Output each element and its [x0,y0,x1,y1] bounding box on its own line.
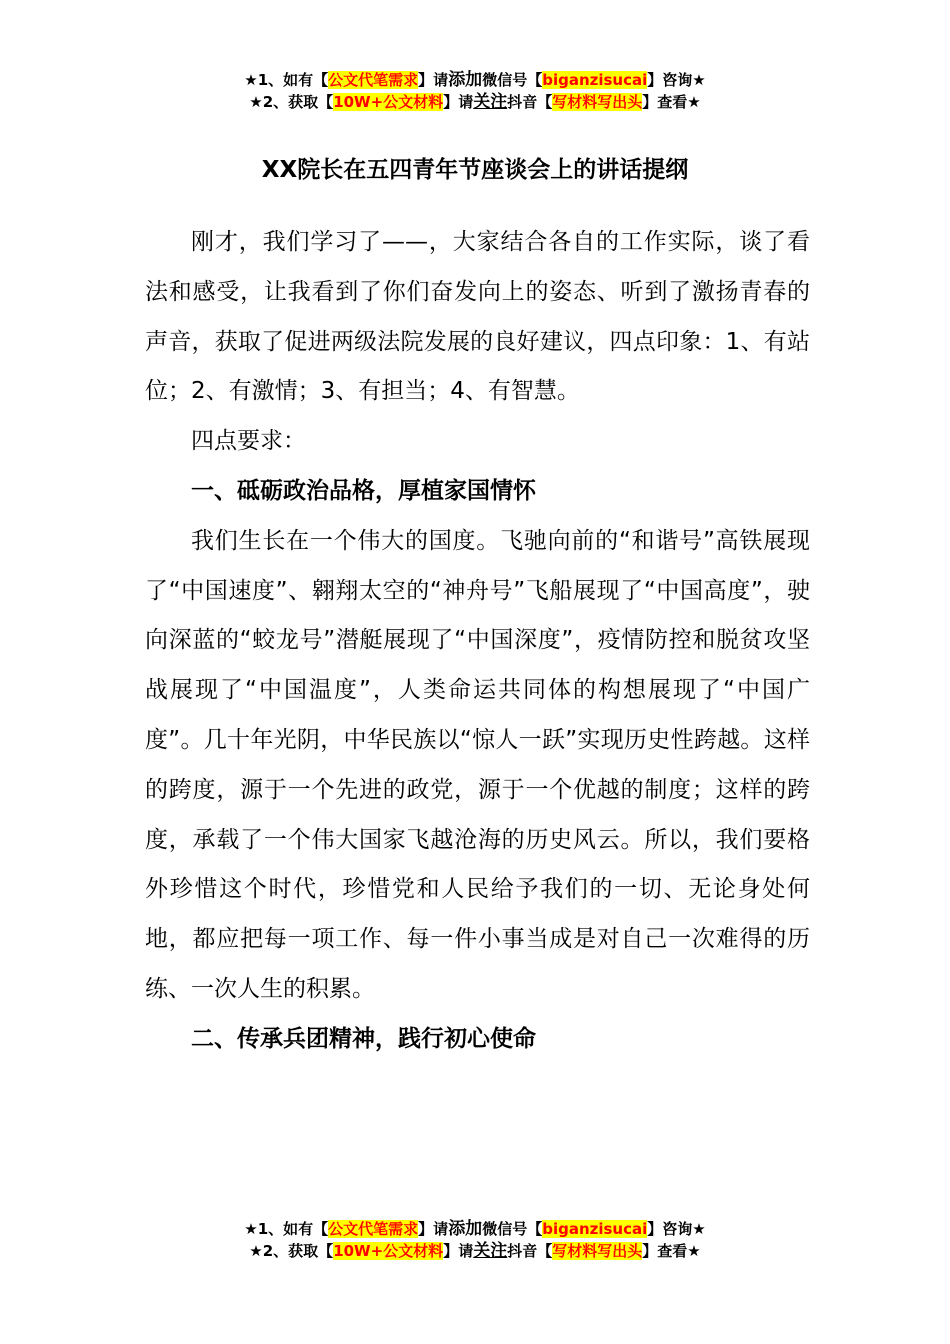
highlight-douyin-account: 写材料写出头 [552,1242,643,1260]
highlight-wechat-id: biganzisucai [542,1220,648,1238]
highlight-writing-service: 公文代笔需求 [328,1220,419,1238]
highlight-writing-service: 公文代笔需求 [328,71,419,89]
section-heading-2: 二、传承兵团精神，践行初心使命 [191,1025,536,1052]
promo-line-1: ★1、如有【公文代笔需求】请添加微信号【biganzisucai】咨询★ [244,1219,706,1239]
promo-banner-top [0,69,950,113]
document-title: XX院长在五四青年节座谈会上的讲话提纲 [261,157,689,183]
section-heading-1: 一、砥砺政治品格，厚植家国情怀 [191,477,536,504]
highlight-materials: 10W+公文材料 [333,1242,444,1260]
paragraph-section-1: 我们生长在一个伟大的国度。飞驰向前的“和谐号”高铁展现了“中国速度”、翱翔太空的“神舟号”飞船展现了“中国高度”，驶向深蓝的“蛟龙号”潜艇展现了“中国深度”，疫情防控和脱贫攻坚战展现了“中国温度”，人类命运共同体的构想展现了“中国广度”。几十年光阴，中华民族以“惊人一跃”实现历史性跨越。这样的跨度，源于一个先进的政党，源于一个优越的制度；这样的跨度，承载了一个伟大国家飞越沧海的历史风云。所以，我们要格外珍惜这个时代，珍惜党和人民给予我们的一切、无论身处何地，都应把每一项工作、每一件小事当成是对自己一次难得的历练、一次人生的积累。 [145,527,810,1002]
promo-line-2: ★2、获取【10W+公文材料】请关注抖音【写材料写出头】查看★ [249,1241,701,1261]
promo-line-1: ★1、如有【公文代笔需求】请添加微信号【biganzisucai】咨询★ [244,70,706,90]
highlight-materials: 10W+公文材料 [333,93,444,111]
promo-line-2: ★2、获取【10W+公文材料】请关注抖音【写材料写出头】查看★ [249,92,701,112]
promo-banner-bottom [0,1218,950,1262]
highlight-douyin-account: 写材料写出头 [552,93,643,111]
highlight-wechat-id: biganzisucai [542,71,648,89]
paragraph-requirements: 四点要求： [191,428,306,455]
document-body [145,218,810,1065]
paragraph-intro: 刚才，我们学习了——，大家结合各自的工作实际，谈了看法和感受，让我看到了你们奋发向上的姿态、听到了激扬青春的声音，获取了促进两级法院发展的良好建议，四点印象：1、有站位；2、有激情；3、有担当；4、有智慧。 [145,229,810,405]
